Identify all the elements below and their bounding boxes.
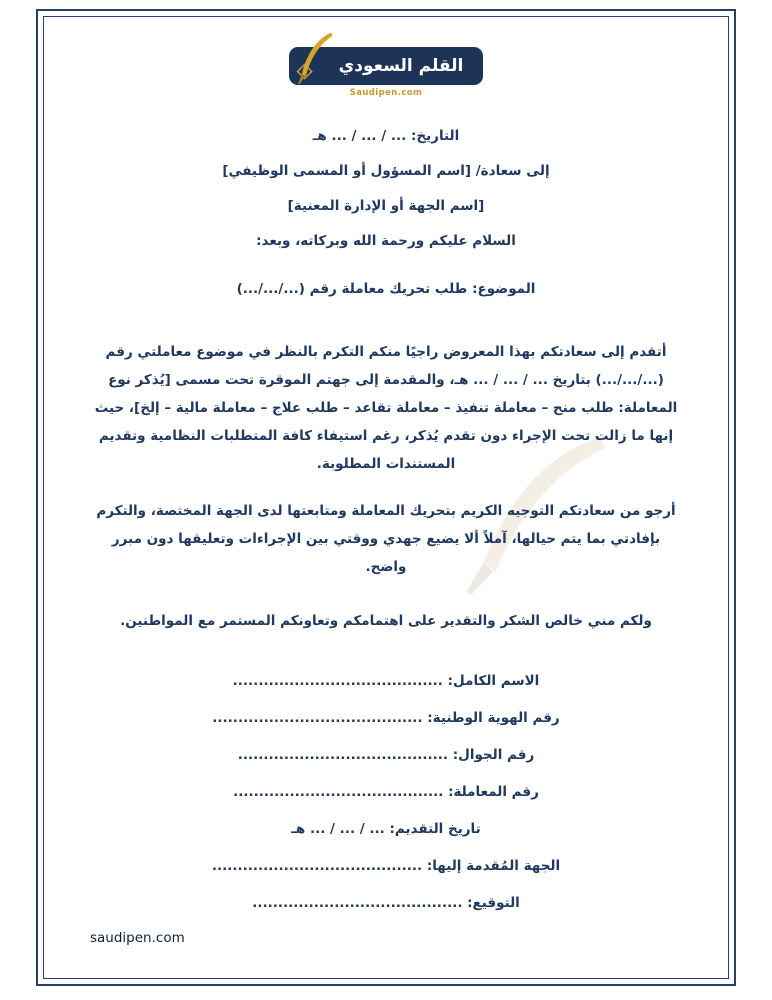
letter-body	[44, 128, 728, 912]
field-label: رقم المعاملة:	[448, 784, 539, 800]
field-row-signature	[92, 895, 680, 912]
field-label: تاريخ التقديم:	[389, 821, 481, 837]
subject-line: الموضوع: طلب تحريك معاملة رقم (.../.../...)	[236, 281, 536, 297]
closing-line: ولكم مني خالص الشكر والتقدير على اهتمامكم وتعاونكم المستمر مع المواطنين.	[120, 613, 652, 629]
field-value: .........................................	[232, 673, 443, 689]
brand-logo-box	[289, 47, 484, 85]
field-row-national-id	[92, 710, 680, 727]
brand-domain: Saudipen.com	[349, 88, 423, 98]
field-value: .........................................	[237, 747, 449, 763]
document-content	[44, 17, 728, 978]
field-row-transaction-number	[92, 784, 680, 801]
outer-border	[36, 9, 736, 986]
field-value: .........................................	[212, 710, 423, 726]
brand-name: القلم السعودي	[338, 56, 464, 76]
field-row-mobile-number	[92, 747, 680, 764]
field-value: .........................................	[252, 895, 463, 911]
field-row-submitted-to	[92, 858, 680, 875]
greeting-line: السلام عليكم ورحمة الله وبركاته، وبعد:	[256, 233, 516, 249]
recipient-org-line: [اسم الجهة أو الإدارة المعنية]	[287, 198, 485, 214]
field-value: .........................................	[211, 858, 423, 874]
inner-border	[43, 16, 729, 979]
field-label: التوقيع:	[467, 895, 520, 911]
date-line: التاريخ: ... / ... / ... هـ	[312, 128, 460, 144]
feather-pen-icon	[291, 31, 339, 85]
field-value: .........................................	[233, 784, 444, 800]
recipient-name-line: إلى سعادة/ [اسم المسؤول أو المسمى الوظيفي]	[222, 163, 550, 179]
field-label: الاسم الكامل:	[447, 673, 540, 689]
field-row-submission-date	[92, 821, 680, 838]
field-label: رقم الجوال:	[452, 747, 535, 763]
brand-logo	[44, 17, 728, 98]
field-row-full-name	[92, 673, 680, 690]
form-fields-section	[92, 673, 680, 912]
body-paragraph-2: أرجو من سعادتكم التوجيه الكريم بتحريك المعاملة ومتابعتها لدى الجهة المختصة، والتكرم بإفادتي بما يتم حيالها، آملاً ألا يضيع جهدي ووقتي بين الإجراءات وتعليقها دون مبرر واضح.	[96, 503, 676, 575]
body-paragraph-1: أتقدم إلى سعادتكم بهذا المعروض راجيًا منكم التكرم بالنظر في موضوع معاملتي رقم (.../.../...) بتاريخ ... / ... / ... هـ، والمقدمة إلى جهتم الموقرة تحت مسمى [يُذكر نوع المعاملة: طلب منح – معاملة تنفيذ – معاملة تقاعد – طلب علاج – معاملة مالية – إلخ]، حيث إنها ما زالت تحت الإجراء دون تقدم يُذكر، رغم استيفاء كافة المتطلبات النظامية وتقديم المستندات المطلوبة.	[94, 344, 678, 472]
field-label: الجهة المُقدمة إليها:	[426, 858, 561, 874]
footer-domain: saudipen.com	[90, 930, 185, 946]
field-value: ... / ... / ... هـ	[291, 821, 385, 837]
field-label: رقم الهوية الوطنية:	[427, 710, 560, 726]
